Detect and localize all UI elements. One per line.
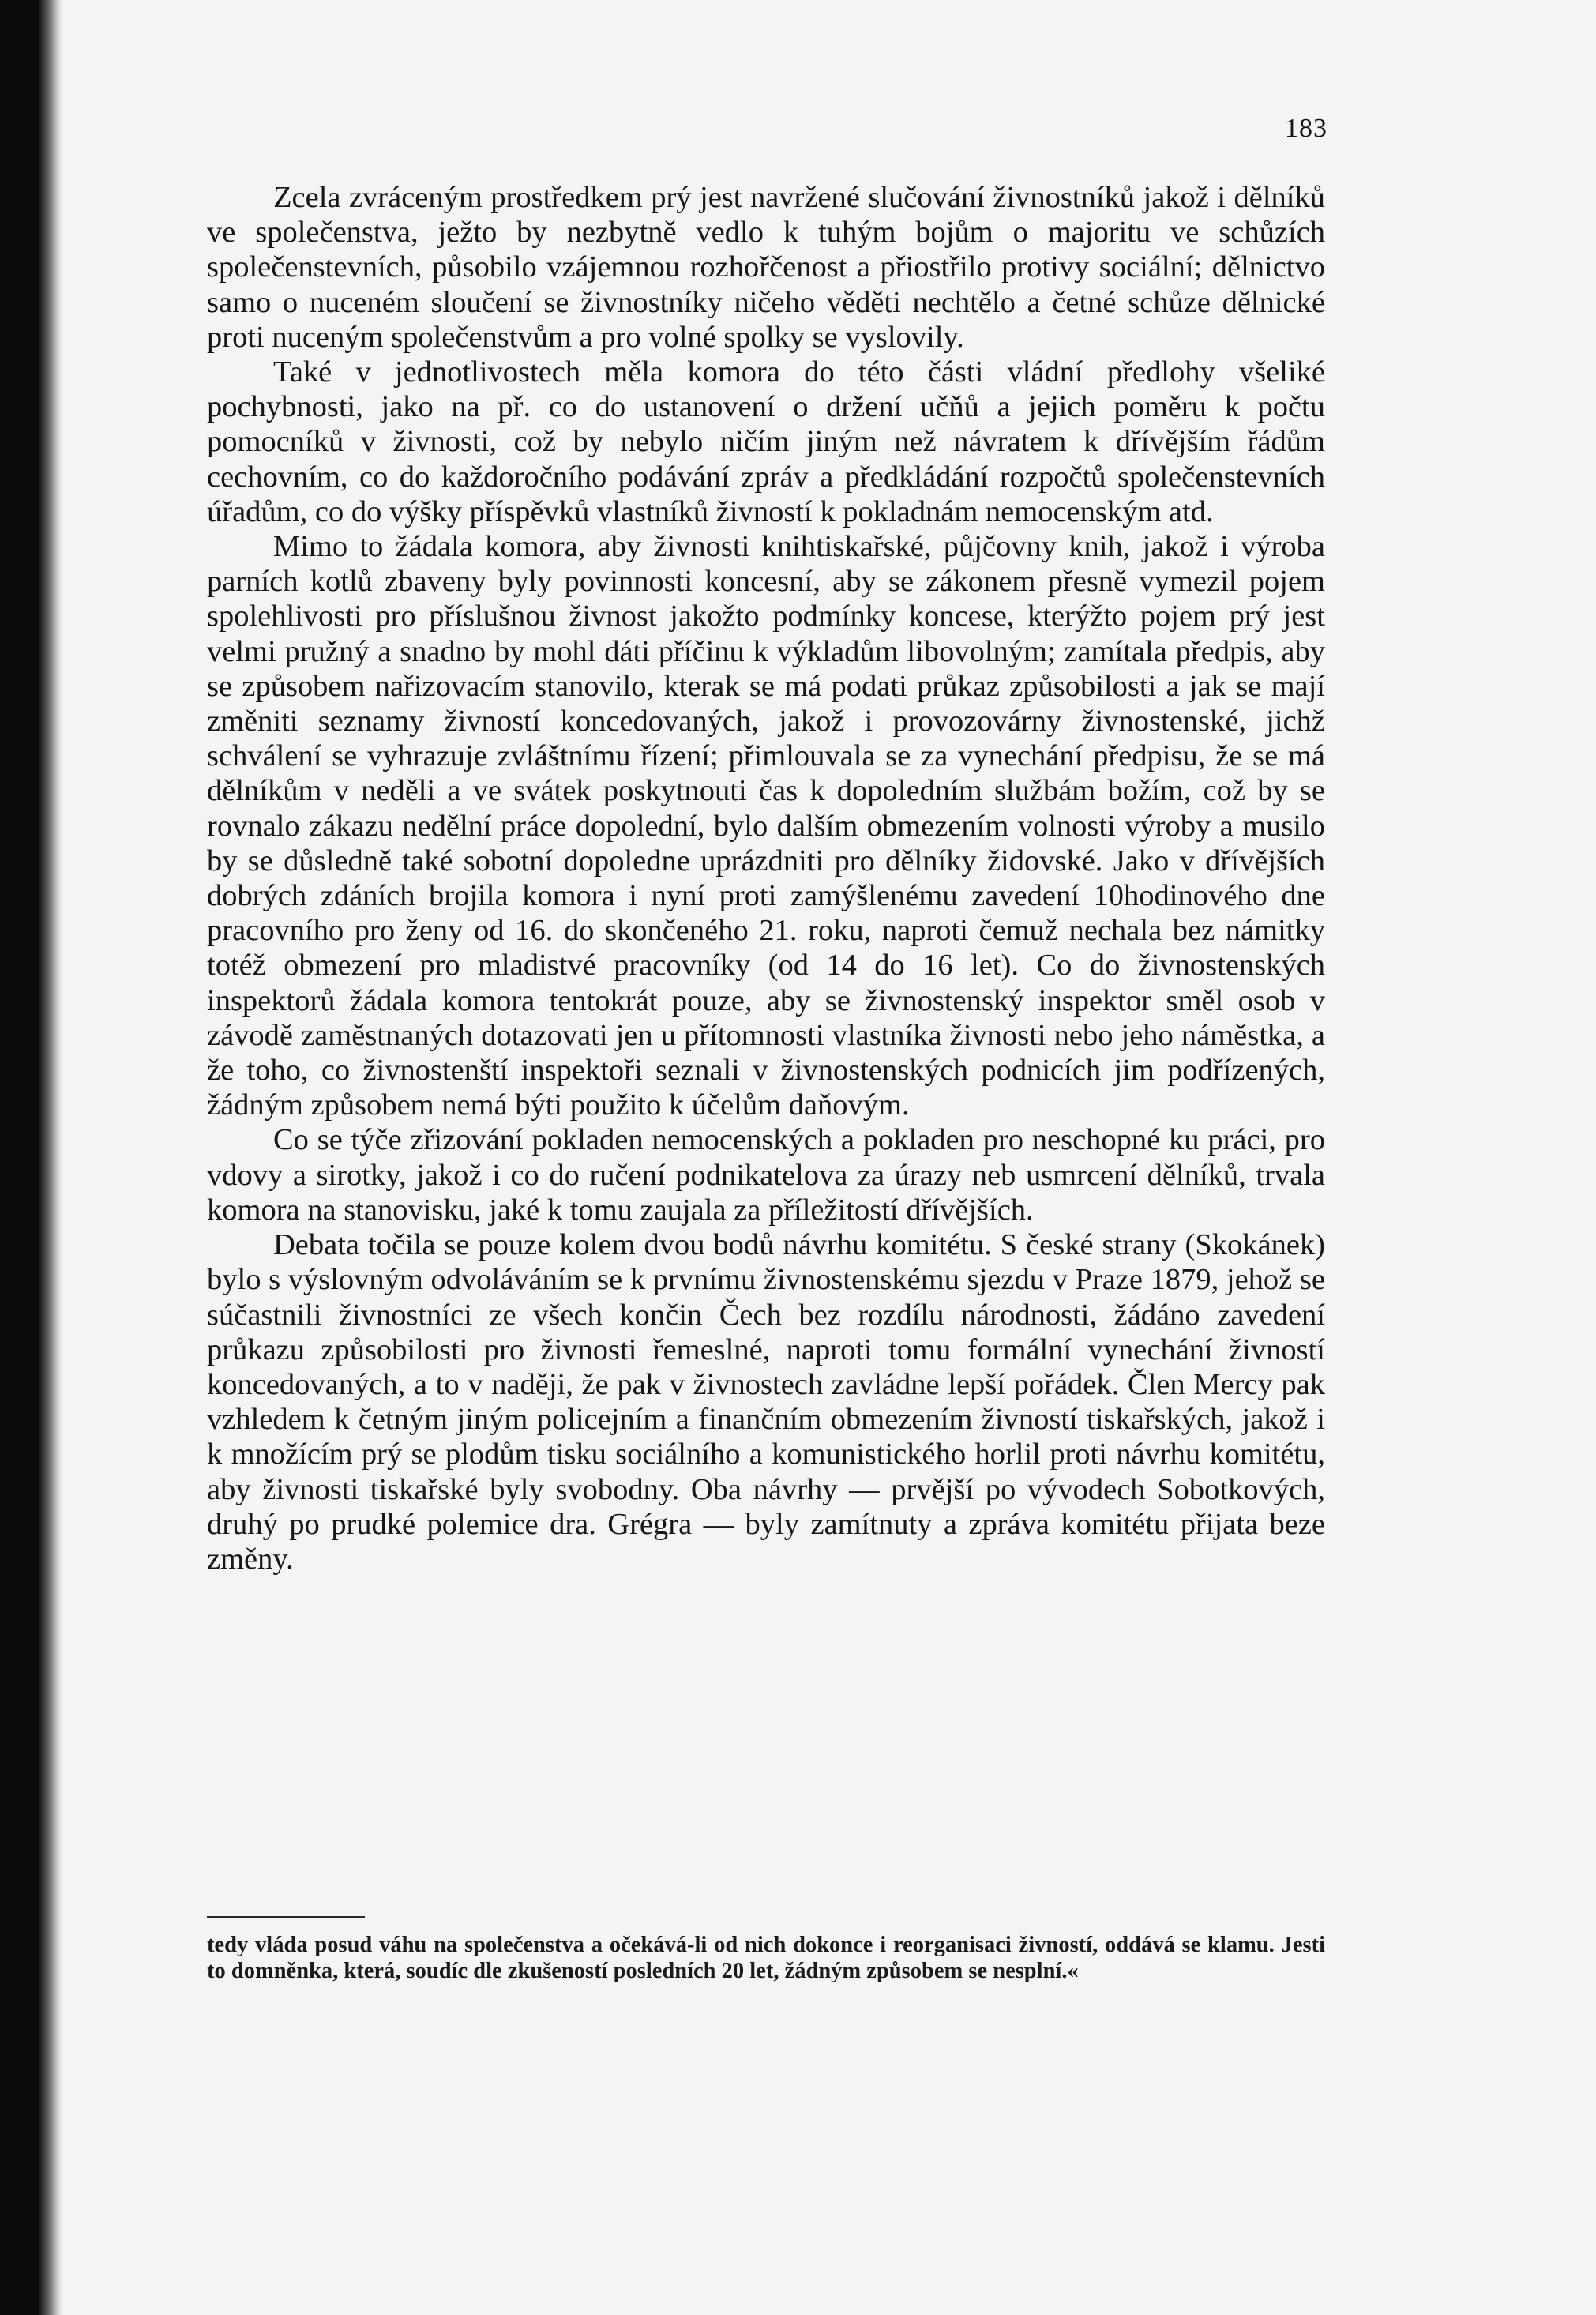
binding-gutter-shadow (39, 0, 63, 2315)
paragraph-1: Zcela zvráceným prostředkem prý jest navržené slučování živnostníků jakož i dělníků ve společenstva, ježto by nezbytně vedlo k tuhým bojům o majoritu ve schůzích společenstevních, působilo vzájemnou rozhořčenost a přiostřilo protivy sociální; dělnictvo samo o nuceném sloučení se živnostníky ničeho věděti nechtělo a četné schůze dělnické proti nuceným společenstvům a pro volné spolky se vyslovily. (207, 181, 1325, 354)
book-page (39, 0, 1596, 2315)
paragraph-3: Mimo to žádala komora, aby živnosti knihtiskařské, půjčovny knih, jakož i výroba parních kotlů zbaveny byly povinnosti koncesní, aby se zákonem přesně vymezil pojem spolehlivosti pro příslušnou živnost jakožto podmínky koncese, kterýžto pojem prý jest velmi pružný a snadno by mohl dáti příčinu k výkladům libovolným; zamítala předpis, aby se způsobem nařizovacím stanovilo, kterak se má podati průkaz způsobilosti a jak se mají změniti seznamy živností koncedovaných, jakož i provozovárny živnostenské, jichž schválení se vyhrazuje zvláštnímu řízení; přimlouvala se za vynechání předpisu, že se má dělníkům v neděli a ve svátek poskytnouti čas k dopoledním službám božím, což by se rovnalo zákazu nedělní práce dopolední, bylo dalším obmezením volnosti výroby a musilo by se důsledně také sobotní dopoledne uprázdniti pro dělníky židovské. Jako v dřívějších dobrých zdáních brojila komora i nyní proti zamýšlenému zavedení 10hodinového dne pracovního pro ženy od 16. do skončeného 21. roku, naproti čemuž nechala bez námitky totéž obmezení pro mladistvé pracovníky (od 14 do 16 let). Co do živnostenských inspektorů žádala komora tentokrát pouze, aby se živnostenský inspektor směl osob v závodě zaměstnaných dotazovati jen u přítomnosti vlastníka živnosti nebo jeho náměstka, a že toho, co živnostenští inspektoři seznali v živnostenských podnicích jim podřízených, žádným způsobem nemá býti použito k účelům daňovým. (207, 530, 1325, 1122)
main-text (207, 180, 1325, 1577)
page-number: 183 (1285, 114, 1327, 143)
footnote-divider (207, 1916, 365, 1918)
paragraph-4: Co se týče zřizování pokladen nemocenských a pokladen pro neschopné ku práci, pro vdovy a sirotky, jakož i co do ručení podnikatelova za úrazy neb usmrcení dělníků, trvala komora na stanovisku, jaké k tomu zaujala za příležitostí dřívějších. (207, 1123, 1325, 1227)
paragraph-5: Debata točila se pouze kolem dvou bodů návrhu komitétu. S české strany (Skokánek) bylo s výslovným odvoláváním se k prvnímu živnostenskému sjezdu v Praze 1879, jehož se súčastnili živnostníci ze všech končin Čech bez rozdílu národnosti, žádáno zavedení průkazu způsobilosti pro živnosti řemeslné, naproti tomu formální vynechání živností koncedovaných, a to v naději, že pak v živnostech zavládne lepší pořádek. Člen Mercy pak vzhledem k četným jiným policejním a finančním obmezením živností tiskařských, jakož i k množícím prý se plodům tisku sociálního a komunistického horlil proti návrhu komitétu, aby živnosti tiskařské byly svobodny. Oba návrhy — prvější po vývodech Sobotkových, druhý po prudké polemice dra. Grégra — byly zamítnuty a zpráva komitétu přijata beze změny. (207, 1228, 1325, 1576)
footnote-text: tedy vláda posud váhu na společenstva a očekává-li od nich dokonce i reorganisaci živností, oddává se klamu. Jesti to domněnka, která, soudíc dle zkušeností posledních 20 let, žádným způsobem se nesplní.« (207, 1933, 1325, 1983)
footnote (207, 1932, 1325, 1984)
paragraph-2: Také v jednotlivostech měla komora do této části vládní předlohy všeliké pochybnosti, jako na př. co do ustanovení o držení učňů a jejich poměru k počtu pomocníků v živnosti, což by nebylo ničím jiným než návratem k dřívějším řádům cechovním, co do každoročního podávání zpráv a předkládání rozpočtů společenstevních úřadům, co do výšky příspěvků vlastníků živností k pokladnám nemocenským atd. (207, 355, 1325, 528)
